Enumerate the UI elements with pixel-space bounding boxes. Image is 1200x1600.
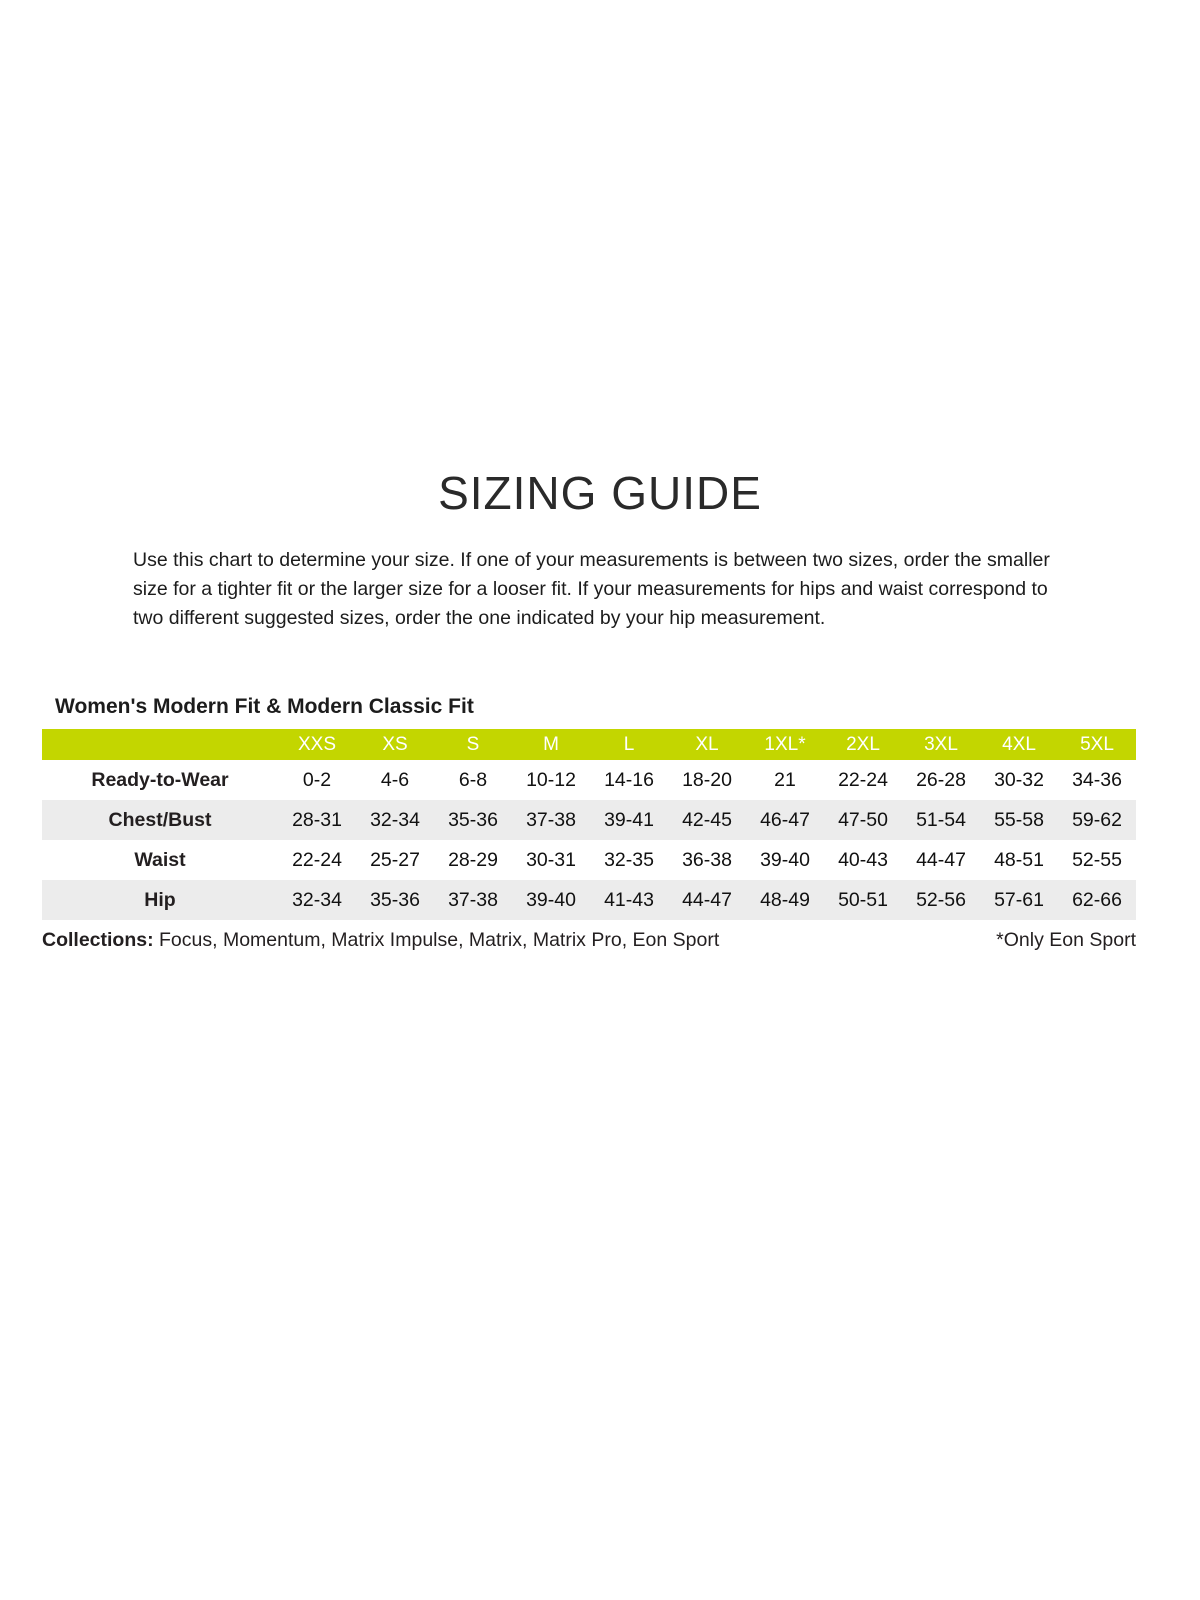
size-cell: 21 [774,768,796,791]
column-header-5xl: 5XL [1058,729,1136,760]
size-cell: 22-24 [838,768,888,791]
footer-row [42,929,1136,952]
size-cell: 32-35 [604,848,654,871]
size-cell: 47-50 [824,800,902,840]
column-header-1xl: 1XL* [746,729,824,760]
sizing-table-wrapper [42,729,1136,920]
column-header-xl: XL [668,729,746,760]
size-cell: 40-43 [838,848,888,871]
row-label: Hip [42,880,278,920]
collections-list: Focus, Momentum, Matrix Impulse, Matrix, Matrix Pro, Eon Sport [153,929,720,951]
size-cell: 44-47 [668,880,746,920]
row-label: Waist [134,848,186,871]
row-label: Chest/Bust [42,800,278,840]
size-cell: 48-51 [994,848,1044,871]
size-cell: 22-24 [292,848,342,871]
page-title: SIZING GUIDE [438,467,762,519]
size-cell: 18-20 [682,768,732,791]
size-cell: 55-58 [980,800,1058,840]
footnote: *Only Eon Sport [996,929,1136,951]
size-cell: 30-31 [526,848,576,871]
table-row [42,880,1136,920]
column-header-m: M [512,729,590,760]
size-cell: 26-28 [916,768,966,791]
size-cell: 57-61 [980,880,1058,920]
size-cell: 52-56 [902,880,980,920]
size-cell: 10-12 [526,768,576,791]
size-cell: 39-41 [590,800,668,840]
size-cell: 48-49 [746,880,824,920]
size-cell: 32-34 [356,800,434,840]
table-row [42,800,1136,840]
column-header-2xl: 2XL [824,729,902,760]
row-label: Ready-to-Wear [91,768,229,791]
size-cell: 62-66 [1058,880,1136,920]
table-head [42,729,1136,760]
intro-paragraph: Use this chart to determine your size. If one of your measurements is between two sizes, order the smaller size for a tighter fit or the larger size for a looser fit. If your measurements for hips and waist correspond to two different suggested sizes, order the one indicated by your hip measurement. [133,549,1050,629]
size-cell: 28-31 [278,800,356,840]
corner-cell [42,729,278,760]
size-cell: 35-36 [356,880,434,920]
table-row [42,760,1136,800]
collections-line [42,929,719,952]
size-cell: 0-2 [302,768,332,791]
size-cell: 32-34 [278,880,356,920]
header-row [42,729,1136,760]
column-header-l: L [590,729,668,760]
size-cell: 59-62 [1058,800,1136,840]
size-cell: 37-38 [512,800,590,840]
size-cell: 25-27 [370,848,420,871]
size-cell: 52-55 [1072,848,1122,871]
table-body [42,760,1136,920]
column-header-4xl: 4XL [980,729,1058,760]
size-cell: 6-8 [458,768,488,791]
size-cell: 30-32 [994,768,1044,791]
sizing-table [42,729,1136,920]
size-cell: 46-47 [746,800,824,840]
size-cell: 41-43 [590,880,668,920]
column-header-xs: XS [356,729,434,760]
collections-label: Collections: [42,929,154,951]
size-cell: 35-36 [434,800,512,840]
size-cell: 39-40 [760,848,810,871]
size-cell: 34-36 [1072,768,1122,791]
size-cell: 39-40 [512,880,590,920]
size-cell: 28-29 [448,848,498,871]
table-row [42,840,1136,880]
column-header-s: S [434,729,512,760]
size-cell: 51-54 [902,800,980,840]
column-header-3xl: 3XL [902,729,980,760]
size-cell: 42-45 [668,800,746,840]
size-cell: 4-6 [380,768,410,791]
size-cell: 50-51 [824,880,902,920]
section-heading: Women's Modern Fit & Modern Classic Fit [55,695,474,718]
size-cell: 36-38 [682,848,732,871]
size-cell: 44-47 [916,848,966,871]
size-cell: 37-38 [434,880,512,920]
column-header-xxs: XXS [278,729,356,760]
size-cell: 14-16 [604,768,654,791]
